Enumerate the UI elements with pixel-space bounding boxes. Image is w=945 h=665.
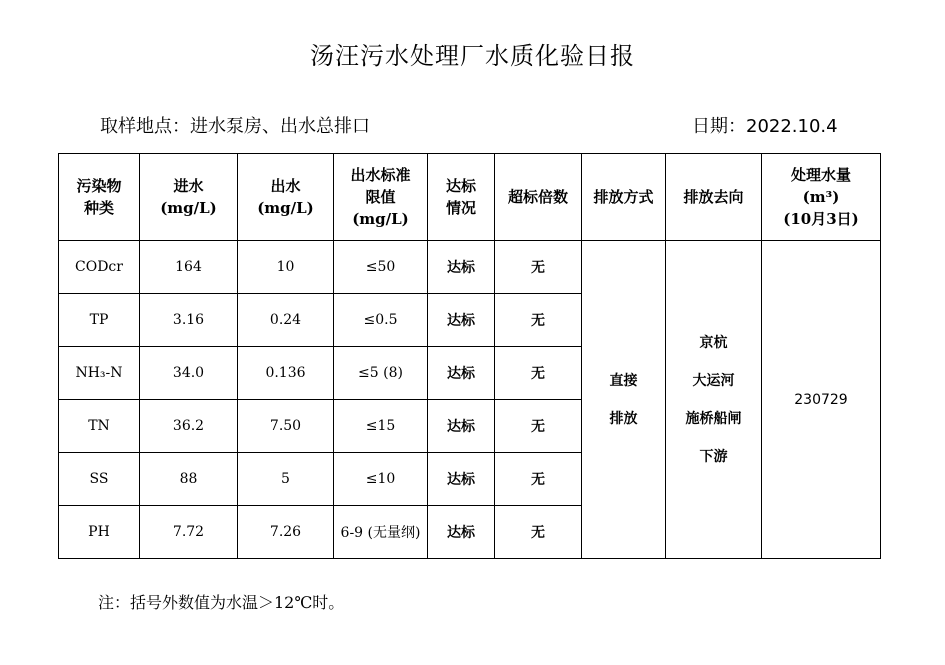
cell-exceed: 无 (495, 347, 582, 400)
cell-inflow: 34.0 (140, 347, 238, 400)
cell-exceed: 无 (495, 453, 582, 506)
report-title: 汤汪污水处理厂水质化验日报 (310, 42, 635, 70)
cell-inflow: 7.72 (140, 506, 238, 559)
header-status: 达标 情况 (428, 154, 495, 241)
water-quality-table (58, 153, 881, 559)
cell-limit: ≤0.5 (334, 294, 428, 347)
cell-treated-volume: 230729 (762, 241, 881, 559)
cell-limit: ≤5 (8) (334, 347, 428, 400)
cell-outflow: 7.26 (238, 506, 334, 559)
cell-discharge-method: 直接 排放 (582, 241, 666, 559)
cell-inflow: 36.2 (140, 400, 238, 453)
cell-status: 达标 (428, 294, 495, 347)
footnote: 注：括号外数值为水温＞12℃时。 (98, 593, 345, 612)
header-discharge-method: 排放方式 (582, 154, 666, 241)
cell-inflow: 3.16 (140, 294, 238, 347)
report-date: 日期：2022.10.4 (692, 116, 838, 137)
cell-pollutant: SS (59, 453, 140, 506)
cell-limit: ≤10 (334, 453, 428, 506)
header-outflow: 出水 (mg/L) (238, 154, 334, 241)
cell-outflow: 5 (238, 453, 334, 506)
sampling-location: 取样地点：进水泵房、出水总排口 (100, 116, 370, 137)
cell-limit: ≤50 (334, 241, 428, 294)
cell-outflow: 10 (238, 241, 334, 294)
table-row (59, 241, 881, 294)
cell-status: 达标 (428, 347, 495, 400)
cell-status: 达标 (428, 453, 495, 506)
cell-limit: ≤15 (334, 400, 428, 453)
cell-outflow: 0.136 (238, 347, 334, 400)
cell-limit: 6-9 (无量纲) (334, 506, 428, 559)
header-exceed: 超标倍数 (495, 154, 582, 241)
cell-exceed: 无 (495, 506, 582, 559)
cell-pollutant: TN (59, 400, 140, 453)
cell-pollutant: CODcr (59, 241, 140, 294)
cell-pollutant: NH₃-N (59, 347, 140, 400)
cell-exceed: 无 (495, 294, 582, 347)
cell-status: 达标 (428, 241, 495, 294)
cell-pollutant: PH (59, 506, 140, 559)
header-limit: 出水标准 限值 (mg/L) (334, 154, 428, 241)
cell-discharge-destination: 京杭 大运河 施桥船闸 下游 (666, 241, 762, 559)
cell-status: 达标 (428, 506, 495, 559)
header-treated-volume: 处理水量 (m³) (10月3日) (762, 154, 881, 241)
header-discharge-destination: 排放去向 (666, 154, 762, 241)
header-inflow: 进水 (mg/L) (140, 154, 238, 241)
header-pollutant: 污染物 种类 (59, 154, 140, 241)
cell-inflow: 164 (140, 241, 238, 294)
cell-outflow: 7.50 (238, 400, 334, 453)
table-header-row (59, 154, 881, 241)
cell-inflow: 88 (140, 453, 238, 506)
cell-outflow: 0.24 (238, 294, 334, 347)
cell-exceed: 无 (495, 400, 582, 453)
cell-exceed: 无 (495, 241, 582, 294)
cell-status: 达标 (428, 400, 495, 453)
cell-pollutant: TP (59, 294, 140, 347)
